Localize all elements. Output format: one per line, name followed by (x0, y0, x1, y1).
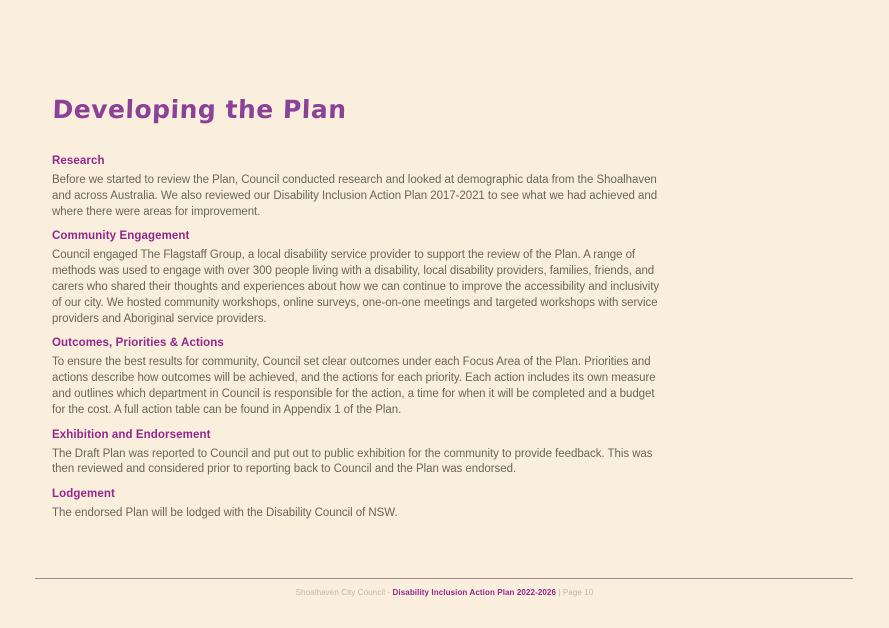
footer-page-number: Page 10 (562, 588, 594, 597)
page-title: Developing the Plan (52, 95, 348, 124)
section-outcomes-priorities-actions (52, 337, 666, 418)
footer-pipe: | (556, 588, 563, 597)
section-heading: Exhibition and Endorsement (52, 428, 211, 441)
section-exhibition-endorsement (52, 429, 666, 479)
footer-separator: - (385, 588, 393, 597)
footer-council-name: Shoalhaven City Council (295, 588, 386, 597)
section-heading: Research (52, 155, 105, 167)
section-body: To ensure the best results for community, Council set clear outcomes under each Focus Area of the Plan. Priorities and actions describe how outcomes will be achieved, and the actions for each priority. Each action includes its own measure and outlines which department in Council is responsible for the action, a time for when it will be completed and a budget for the cost. A full action table can be found in Appendix 1 of the Plan. (52, 356, 656, 416)
section-body: The endorsed Plan will be lodged with the Disability Council of NSW. (52, 507, 398, 520)
section-body: Before we started to review the Plan, Council conducted research and looked at demographic data from the Shoalhaven and across Australia. We also reviewed our Disability Inclusion Action Plan 2017-2021 to see what we had achieved and where there were areas for improvement. (52, 174, 658, 218)
section-body: The Draft Plan was reported to Council and put out to public exhibition for the community to provide feedback. This was then reviewed and considered prior to reporting back to Council and the Plan was endorsed. (52, 447, 653, 476)
footer-document-title: Disability Inclusion Action Plan 2022-2026 (392, 588, 557, 597)
section-lodgement (52, 488, 666, 522)
page-content (52, 95, 666, 532)
page-footer (0, 588, 889, 597)
section-heading: Outcomes, Priorities & Actions (52, 337, 224, 350)
section-community-engagement (52, 230, 666, 327)
section-heading: Lodgement (52, 488, 115, 501)
footer-divider (35, 578, 853, 579)
section-research (52, 155, 666, 220)
section-heading: Community Engagement (52, 230, 190, 243)
section-body: Council engaged The Flagstaff Group, a local disability service provider to support the review of the Plan. A range of methods was used to engage with over 300 people living with a disability, local disability providers, families, friends, and carers who shared their thoughts and experiences about how we can continue to improve the accessibility and inclusivity of our city. We hosted community workshops, online surveys, one-on-one meetings and targeted workshops with service providers and Aboriginal service providers. (52, 249, 660, 325)
